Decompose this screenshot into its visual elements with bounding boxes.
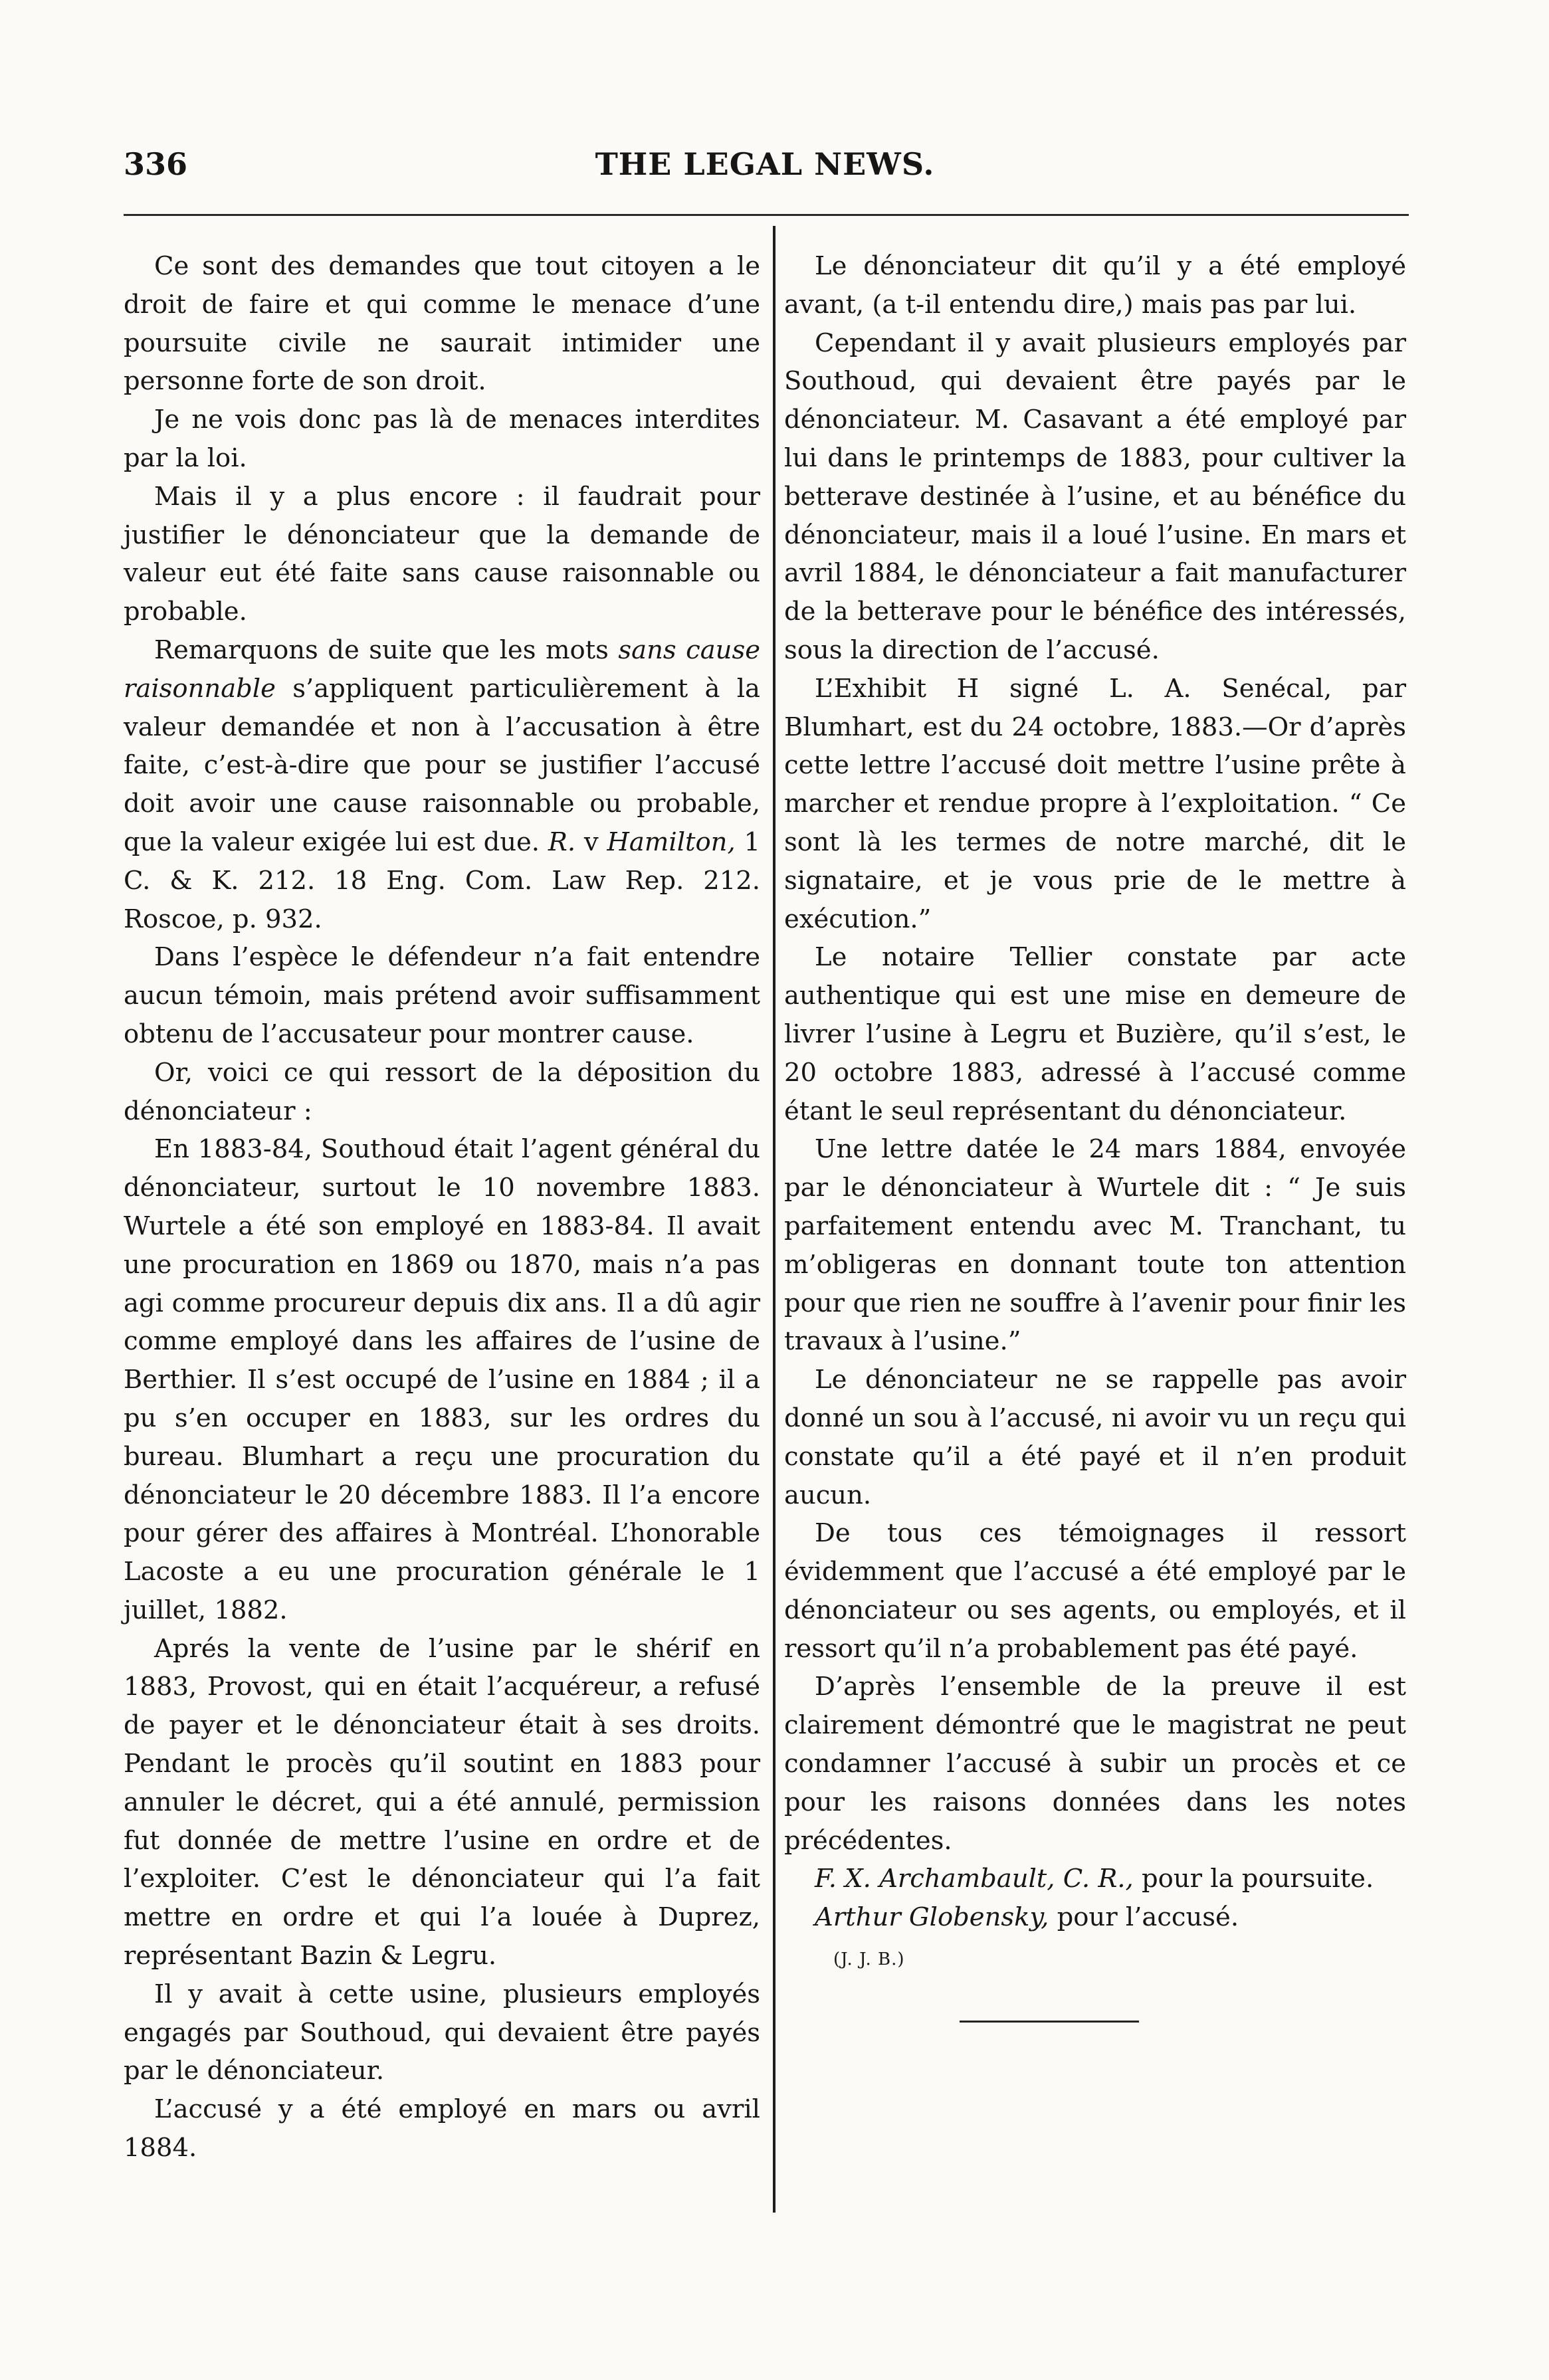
paragraph: Aprés la vente de l’usine par le shérif en 1883, Provost, qui en était l’acquéreur, a refusé de payer et le dénonciateur était à ses droits. Pendant le procès qu’il soutint en 1883 pour annuler le décret, qui a été annulé, permission fut donnée de mettre l’usine en ordre et de l’exploiter. C’est le dénonciateur qui l’a fait mettre en ordre et qui l’a louée à Duprez, représentant Bazin & Legru. xyxy=(124,1633,760,1971)
counsel-role: pour l’accusé. xyxy=(1049,1902,1239,1933)
running-title: THE LEGAL NEWS. xyxy=(595,146,935,182)
paragraph: Mais il y a plus encore : il faudrait pour justifier le dénonciateur que la demande de valeur eut été faite sans cause raisonnable ou probable. xyxy=(124,481,760,627)
paragraph xyxy=(124,631,760,938)
italic-phrase: sans cause raisonnable xyxy=(124,635,760,704)
counsel-line xyxy=(784,1860,1406,1898)
column-divider xyxy=(773,226,775,2213)
paragraph: Le dénonciateur dit qu’il y a été employé avant, (a t-il entendu dire,) mais pas par lui. xyxy=(784,251,1406,320)
paragraph: L’accusé y a été employé en mars ou avril 1884. xyxy=(124,2094,760,2163)
paragraph: Je ne vois donc pas là de menaces interdites par la loi. xyxy=(124,405,760,473)
reporter-initials: (J. J. B.) xyxy=(833,1949,905,1970)
paragraph-text: s’appliquent particulièrement à la valeur demandée et non à l’accusation à être faite, c’est-à-dire que pour se justifier l’accusé doit avoir une cause raisonnable ou probable, que la valeur exigée lui est due. xyxy=(124,673,760,857)
paragraph: Ce sont des demandes que tout citoyen a le droit de faire et qui comme le menace d’une poursuite civile ne saurait intimider une personne forte de son droit. xyxy=(124,251,760,397)
paragraph: Cependant il y avait plusieurs employés par Southoud, qui devaient être payés par le dénonciateur. M. Casavant a été employé par lui dans le printemps de 1883, pour cultiver la betterave destinée à l’usine, et au bénéfice du dénonciateur, mais il a loué l’usine. En mars et avril 1884, le dénonciateur a fait manufacturer de la betterave pour le bénéfice des intéressés, sous la direction de l’accusé. xyxy=(784,328,1406,665)
counsel-name: Arthur Globensky, xyxy=(815,1902,1049,1933)
left-column xyxy=(124,247,760,2167)
paragraph: L’Exhibit H signé L. A. Senécal, par Blumhart, est du 24 octobre, 1883.—Or d’après cette lettre l’accusé doit mettre l’usine prête à marcher et rendue propre à l’exploitation. “ Ce sont là les termes de notre marché, dit le signataire, et je vous prie de le mettre à exécution.” xyxy=(784,673,1406,934)
case-party: R. xyxy=(548,827,576,857)
counsel-line xyxy=(784,1898,1406,1937)
paragraph: Or, voici ce qui ressort de la déposition du dénonciateur : xyxy=(124,1057,760,1126)
counsel-name: F. X. Archambault, C. R., xyxy=(815,1864,1134,1894)
header-rule xyxy=(124,214,1409,216)
paragraph: Une lettre datée le 24 mars 1884, envoyée par le dénonciateur à Wurtele dit : “ Je suis parfaitement entendu avec M. Tranchant, tu m’obligeras en donnant toute ton attention pour que rien ne souffre à l’avenir pour finir les travaux à l’usine.” xyxy=(784,1134,1406,1357)
case-party: Hamilton, xyxy=(607,827,736,857)
paragraph: Le notaire Tellier constate par acte authentique qui est une mise en demeure de livrer l’usine à Legru et Buzière, qu’il s’est, le 20 octobre 1883, adressé à l’accusé comme étant le seul représentant du dénonciateur. xyxy=(784,942,1406,1126)
counsel-role: pour la poursuite. xyxy=(1133,1864,1374,1894)
paragraph-text: v xyxy=(575,827,607,857)
paragraph-text: Remarquons de suite que les mots xyxy=(154,635,619,665)
citation-text: 1 C. & K. 212. 18 Eng. Com. Law Rep. 212. Roscoe, p. 932. xyxy=(124,827,760,934)
page-header xyxy=(124,146,1406,199)
paragraph: De tous ces témoignages il ressort évidemment que l’accusé a été employé par le dénonciateur ou ses agents, ou employés, et il ressort qu’il n’a probablement pas été payé. xyxy=(784,1518,1406,1664)
paragraph: En 1883-84, Southoud était l’agent général du dénonciateur, surtout le 10 novembre 1883. Wurtele a été son employé en 1883-84. Il avait une procuration en 1869 ou 1870, mais n’a pas agi comme procureur depuis dix ans. Il a dû agir comme employé dans les affaires de l’usine de Berthier. Il s’est occupé de l’usine en 1884 ; il a pu s’en occuper en 1883, sur les ordres du bureau. Blumhart a reçu une procuration du dénonciateur le 20 décembre 1883. Il l’a encore pour gérer des affaires à Montréal. L’honorable Lacoste a eu une procuration générale le 1 juillet, 1882. xyxy=(124,1134,760,1625)
paragraph: Il y avait à cette usine, plusieurs employés engagés par Southoud, qui devaient être payés par le dénonciateur. xyxy=(124,1979,760,2086)
paragraph: Dans l’espèce le défendeur n’a fait entendre aucun témoin, mais prétend avoir suffisamment obtenu de l’accusateur pour montrer cause. xyxy=(124,942,760,1049)
paragraph: D’après l’ensemble de la preuve il est clairement démontré que le magistrat ne peut condamner l’accusé à subir un procès et ce pour les raisons données dans les notes précédentes. xyxy=(784,1672,1406,1856)
right-column xyxy=(784,247,1406,2023)
page-number: 336 xyxy=(124,146,188,182)
paragraph: Le dénonciateur ne se rappelle pas avoir donné un sou à l’accusé, ni avoir vu un reçu qui constate qu’il a été payé et il n’en produit aucun. xyxy=(784,1365,1406,1510)
end-rule xyxy=(960,2021,1139,2023)
